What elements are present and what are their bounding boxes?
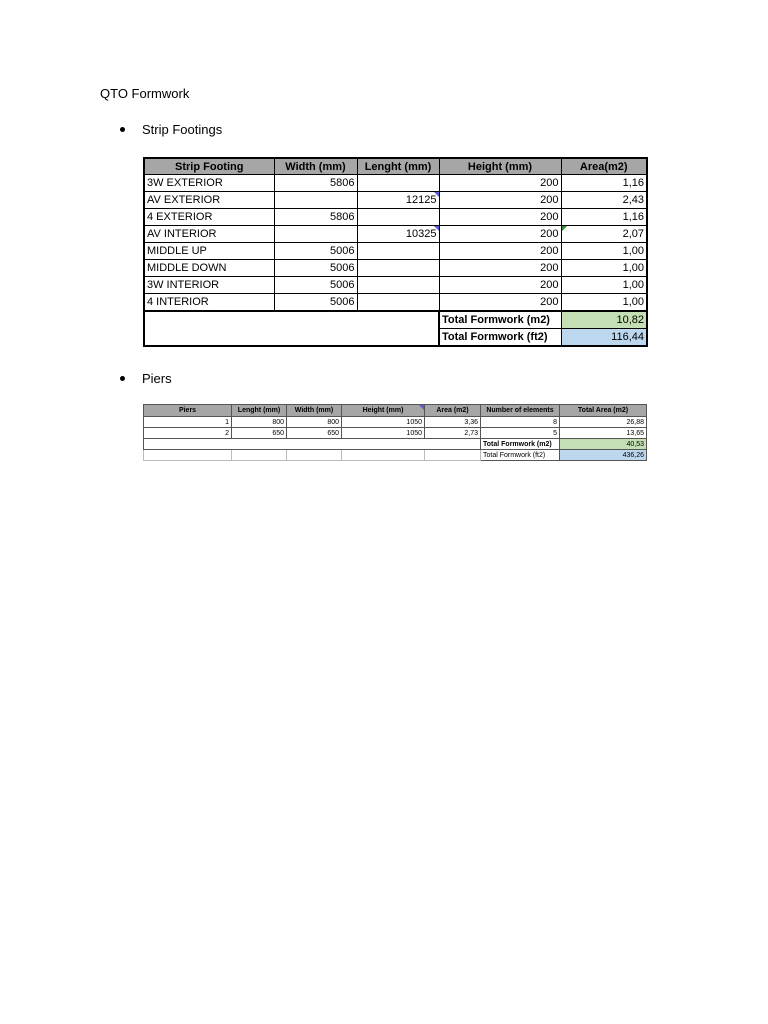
cell-total-area: 26,88 bbox=[560, 417, 647, 428]
cell-height: 1050 bbox=[342, 428, 425, 439]
table-row bbox=[144, 417, 647, 428]
total-ft2-value: 436,26 bbox=[560, 450, 647, 461]
bullet-label: Piers bbox=[142, 371, 172, 386]
cell-width: 650 bbox=[287, 428, 342, 439]
bullet-dot-icon bbox=[120, 376, 125, 381]
cell-name: AV INTERIOR bbox=[144, 226, 274, 243]
empty-cell bbox=[144, 311, 439, 346]
cell-count: 5 bbox=[481, 428, 560, 439]
total-m2-label: Total Formwork (m2) bbox=[481, 439, 560, 450]
cell-width: 5006 bbox=[274, 260, 357, 277]
cell-height: 200 bbox=[439, 226, 561, 243]
column-header: Lenght (mm) bbox=[357, 158, 439, 175]
cell-name: AV EXTERIOR bbox=[144, 192, 274, 209]
column-header: Piers bbox=[144, 405, 232, 417]
column-header: Strip Footing bbox=[144, 158, 274, 175]
cell-area: 1,00 bbox=[561, 294, 647, 312]
cell-length: 650 bbox=[232, 428, 287, 439]
table-row bbox=[144, 260, 647, 277]
cell-total-area: 13,65 bbox=[560, 428, 647, 439]
total-m2-row bbox=[144, 439, 647, 450]
document-title: QTO Formwork bbox=[100, 86, 190, 101]
table-header-row bbox=[144, 405, 647, 417]
cell-area: 2,43 bbox=[561, 192, 647, 209]
column-header: Area(m2) bbox=[561, 158, 647, 175]
cell-height: 200 bbox=[439, 175, 561, 192]
cell-name: 4 EXTERIOR bbox=[144, 209, 274, 226]
total-ft2-label: Total Formwork (ft2) bbox=[439, 329, 561, 347]
cell-height: 200 bbox=[439, 192, 561, 209]
strip-footings-table bbox=[143, 157, 648, 347]
cell-length: 12125 bbox=[357, 192, 439, 209]
cell-height: 200 bbox=[439, 294, 561, 312]
empty-cell bbox=[144, 450, 232, 461]
table-row bbox=[144, 294, 647, 312]
table-row bbox=[144, 226, 647, 243]
cell-length: 800 bbox=[232, 417, 287, 428]
table-row bbox=[144, 243, 647, 260]
cell-width bbox=[274, 192, 357, 209]
empty-cell bbox=[342, 450, 425, 461]
table-row bbox=[144, 175, 647, 192]
column-header: Total Area (m2) bbox=[560, 405, 647, 417]
cell-width: 5006 bbox=[274, 294, 357, 312]
bullet-label: Strip Footings bbox=[142, 122, 223, 137]
cell-name: 3W EXTERIOR bbox=[144, 175, 274, 192]
bullet-dot-icon bbox=[120, 127, 125, 132]
cell-width: 5006 bbox=[274, 277, 357, 294]
cell-area: 3,36 bbox=[425, 417, 481, 428]
table-row bbox=[144, 192, 647, 209]
empty-cell bbox=[232, 450, 287, 461]
cell-area: 2,07 bbox=[561, 226, 647, 243]
total-ft2-row bbox=[144, 450, 647, 461]
cell-length bbox=[357, 277, 439, 294]
empty-cell bbox=[287, 450, 342, 461]
cell-pier: 1 bbox=[144, 417, 232, 428]
cell-name: MIDDLE DOWN bbox=[144, 260, 274, 277]
total-ft2-label: Total Formwork (ft2) bbox=[481, 450, 560, 461]
bullet-piers bbox=[120, 371, 172, 386]
cell-height: 200 bbox=[439, 243, 561, 260]
cell-height: 1050 bbox=[342, 417, 425, 428]
cell-length bbox=[357, 294, 439, 312]
total-m2-label: Total Formwork (m2) bbox=[439, 311, 561, 329]
cell-name: 3W INTERIOR bbox=[144, 277, 274, 294]
cell-area: 1,00 bbox=[561, 277, 647, 294]
cell-area: 2,73 bbox=[425, 428, 481, 439]
cell-width: 5806 bbox=[274, 175, 357, 192]
empty-cell bbox=[144, 439, 481, 450]
cell-pier: 2 bbox=[144, 428, 232, 439]
total-m2-value: 40,53 bbox=[560, 439, 647, 450]
cell-width: 5806 bbox=[274, 209, 357, 226]
cell-width: 800 bbox=[287, 417, 342, 428]
column-header: Number of elements bbox=[481, 405, 560, 417]
cell-length bbox=[357, 243, 439, 260]
bullet-strip-footings bbox=[120, 122, 222, 137]
column-header: Height (mm) bbox=[439, 158, 561, 175]
table-row bbox=[144, 428, 647, 439]
cell-name: 4 INTERIOR bbox=[144, 294, 274, 312]
cell-height: 200 bbox=[439, 277, 561, 294]
cell-length: 10325 bbox=[357, 226, 439, 243]
cell-width: 5006 bbox=[274, 243, 357, 260]
column-header: Area (m2) bbox=[425, 405, 481, 417]
cell-area: 1,00 bbox=[561, 260, 647, 277]
cell-length bbox=[357, 209, 439, 226]
total-ft2-value: 116,44 bbox=[561, 329, 647, 347]
cell-area: 1,00 bbox=[561, 243, 647, 260]
cell-width bbox=[274, 226, 357, 243]
cell-area: 1,16 bbox=[561, 175, 647, 192]
cell-length bbox=[357, 175, 439, 192]
empty-cell bbox=[425, 450, 481, 461]
total-m2-value: 10,82 bbox=[561, 311, 647, 329]
piers-table bbox=[143, 404, 647, 461]
cell-area: 1,16 bbox=[561, 209, 647, 226]
column-header: Height (mm) bbox=[342, 405, 425, 417]
table-row bbox=[144, 209, 647, 226]
cell-length bbox=[357, 260, 439, 277]
cell-height: 200 bbox=[439, 260, 561, 277]
column-header: Lenght (mm) bbox=[232, 405, 287, 417]
table-header-row bbox=[144, 158, 647, 175]
table-row bbox=[144, 277, 647, 294]
cell-count: 8 bbox=[481, 417, 560, 428]
total-m2-row bbox=[144, 311, 647, 329]
cell-name: MIDDLE UP bbox=[144, 243, 274, 260]
column-header: Width (mm) bbox=[274, 158, 357, 175]
cell-height: 200 bbox=[439, 209, 561, 226]
column-header: Width (mm) bbox=[287, 405, 342, 417]
